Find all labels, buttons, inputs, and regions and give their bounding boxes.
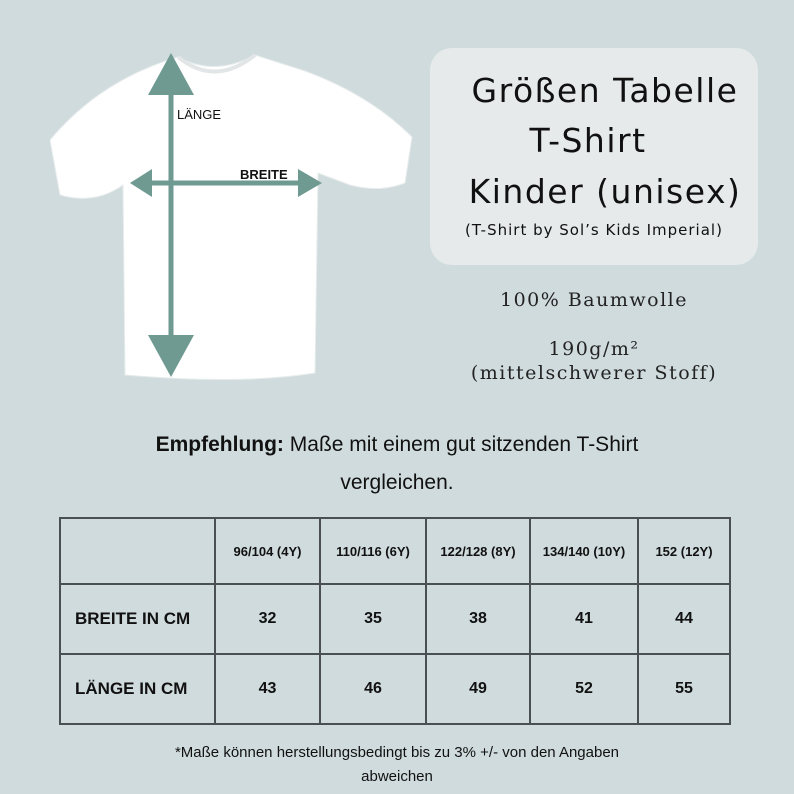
footnote-line-2: abweichen [361,768,433,785]
table-row-width [60,584,730,654]
table-cell: 32 [215,584,320,654]
length-label: LÄNGE [177,107,222,122]
table-cell: 49 [426,654,530,724]
row-label: BREITE IN CM [60,584,215,654]
tshirt-measurement-diagram [50,45,430,390]
size-header-cell: 134/140 (10Y) [530,518,638,584]
table-row-length [60,654,730,724]
width-label: BREITE [240,167,288,182]
footnote-line-1: *Maße können herstellungsbedingt bis zu 3% +/- von den Angaben [174,744,620,761]
product-subtitle: (T-Shirt by Sol’s Kids Imperial) [465,221,723,239]
title-card [430,48,758,265]
row-label: LÄNGE IN CM [60,654,215,724]
title-line-1: Größen Tabelle [471,71,739,110]
recommendation-label: Empfehlung: [155,433,284,456]
size-table [59,517,731,725]
table-cell: 52 [530,654,638,724]
table-cell: 41 [530,584,638,654]
recommendation-line-2: vergleichen. [340,471,454,494]
size-header-row [60,518,730,584]
fabric-weight: 190g/m² [548,338,640,360]
table-cell: 46 [320,654,426,724]
table-cell: 44 [638,584,730,654]
title-line-2: T-Shirt [529,121,647,160]
table-cell: 43 [215,654,320,724]
size-header-cell: 152 (12Y) [638,518,730,584]
header-corner [60,518,215,584]
fabric-info: 100% Baumwolle [499,289,688,311]
title-line-3: Kinder (unisex) [468,172,742,211]
fabric-weight-note: (mittelschwerer Stoff) [470,362,718,384]
tshirt-shape [50,55,412,380]
size-header-cell: 110/116 (6Y) [320,518,426,584]
size-header-cell: 122/128 (8Y) [426,518,530,584]
table-cell: 35 [320,584,426,654]
recommendation-line-1 [60,434,734,455]
size-header-cell: 96/104 (4Y) [215,518,320,584]
table-cell: 55 [638,654,730,724]
recommendation-text-1: Maße mit einem gut sitzenden T-Shirt [283,433,639,456]
table-cell: 38 [426,584,530,654]
